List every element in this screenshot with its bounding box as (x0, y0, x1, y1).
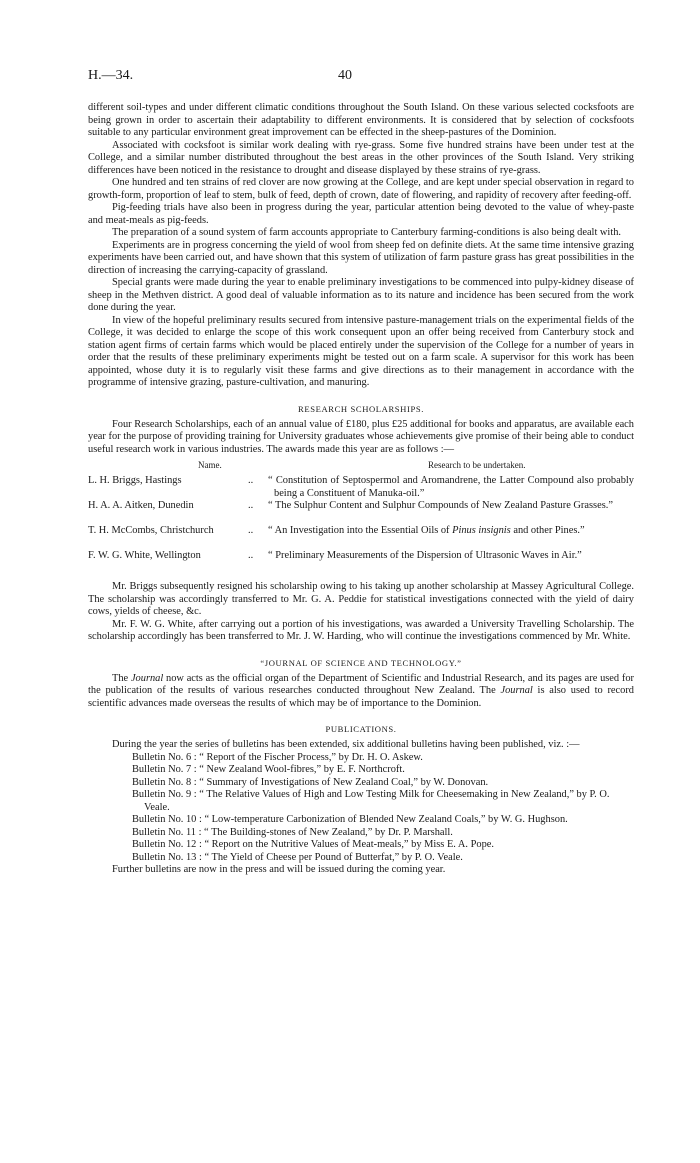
scholar-name: F. W. G. White, Wellington (88, 550, 201, 561)
bulletin-item: Bulletin No. 12 : “ Report on the Nutritive Values of Meat-meals,” by Miss E. A. Pope. (132, 839, 494, 850)
paragraph-publications-intro: During the year the series of bulletins has been extended, six additional bulletins having been published, viz. :— (112, 739, 580, 750)
paragraph-briggs-transfer: Mr. Briggs subsequently resigned his scholarship owing to his taking up another scholarship at Massey Agricultural College. The scholarship was accordingly transferred to Mr. G. A. Peddie for statistical investigations connected with the yield of dairy cows, yields of cheese, &c. (88, 581, 634, 617)
bulletin-item: Bulletin No. 13 : “ The Yield of Cheese per Pound of Butterfat,” by P. O. Veale. (132, 851, 463, 863)
paragraph-scholarships-intro: Four Research Scholarships, each of an annual value of £180, plus £25 additional for books and apparatus, are available each year for the purpose of providing training for University graduates whose achievements give promise of their being able to conduct useful research work in various industries. The awards made this year are as follows :— (88, 418, 634, 455)
paragraph-rye-grass: Associated with cocksfoot is similar work dealing with rye-grass. Some five hundred strains have been under test at the College, and a similar number distributed throughout the best areas in the other provinces of the South Island. Very striking differences have been noticed in the resistance to drought and disease displayed by these strains of rye-grass. (88, 139, 634, 176)
scholar-name: L. H. Briggs, Hastings (88, 475, 182, 486)
bulletin-list (88, 752, 634, 865)
leader-dots: .. (248, 550, 254, 561)
paragraph-pasture-management: In view of the hopeful preliminary results secured from intensive pasture-management trials on the experimental fields of the College, it was decided to enlarge the scope of this work consequent upon an offer being received from Canterbury stock and station agent firms of certain farms which would be placed entirely under the supervision of the College for a number of years in order that the results of these preliminary experiments might be tested out on a farm scale. A supervisor for this work has been appointed, whose duty it is to regularly visit these farms and give directions as to their management in accordance with the programme of intensive grazing, pasture-cultivation, and manuring. (88, 314, 634, 388)
bulletin-item: Bulletin No. 10 : “ Low-temperature Carbonization of Blended New Zealand Coals,” by W. G. Hughson. (132, 814, 568, 825)
page-header (88, 68, 634, 88)
column-header-research: Research to be undertaken. (428, 460, 526, 470)
paragraph-white-transfer: Mr. F. W. G. White, after carrying out a portion of his investigations, was awarded a University Travelling Scholarship. The scholarship accordingly has been transferred to Mr. J. W. Harding, who will continue the investigations commenced by Mr. White. (88, 618, 634, 642)
research-title-part: and other Pines.” (510, 525, 585, 536)
paragraph-wool-experiments: Experiments are in progress concerning the yield of wool from sheep fed on definite diets. At the same time intensive grazing experiments have been carried out, and have shown that this system of utilization of farm pasture grass has great possibilities in the direction of increasing the carrying-capacity of grassland. (88, 239, 634, 276)
journal-title-italic: Journal (500, 685, 533, 696)
document-reference: H.—34. (88, 68, 134, 83)
paragraph-cocksfoot-continued: different soil-types and under different climatic conditions throughout the South Island. On these various selected cocksfoots are being grown in order to ascertain their adaptability to different environments. It is considered that by selection of cocksfoots suitable to any particular environment great improvement can be effected in the sheep-pastures of the Dominion. (88, 102, 634, 138)
research-title-species: Pinus insignis (452, 525, 511, 536)
paragraph-further-bulletins: Further bulletins are now in the press and will be issued during the coming year. (112, 864, 446, 875)
scholar-name: T. H. McCombs, Christchurch (88, 525, 214, 536)
research-title (268, 525, 634, 538)
scholarship-row (88, 550, 634, 575)
scholarship-row (88, 525, 634, 550)
bulletin-item: Bulletin No. 7 : “ New Zealand Wool-fibres,” by E. F. Northcroft. (132, 764, 405, 775)
paragraph-farm-accounts: The preparation of a sound system of farm accounts appropriate to Canterbury farming-conditions is also being dealt with. (112, 227, 621, 238)
scholarship-row (88, 475, 634, 500)
section-heading-research-scholarships: RESEARCH SCHOLARSHIPS. (298, 403, 424, 414)
scholarship-row (88, 500, 634, 525)
bulletin-item: Bulletin No. 11 : “ The Building-stones of New Zealand,” by Dr. P. Marshall. (132, 826, 453, 838)
journal-text-part: The (112, 672, 131, 684)
journal-text-part: now acts as the official organ of the Department of Scientific and Industrial Research, and its pages are used for the publication of the results of various researches conducted throughout New Zealand. The (88, 672, 634, 696)
section-heading-journal: “JOURNAL OF SCIENCE AND TECHNOLOGY.” (260, 657, 462, 668)
page-number: 40 (338, 68, 352, 83)
paragraph-journal (88, 673, 634, 711)
leader-dots: .. (248, 475, 254, 486)
journal-text-part: is also used to record scientific advances made overseas the results of which may be of importance to the Dominion. (88, 685, 634, 709)
research-title: “ The Sulphur Content and Sulphur Compounds of New Zealand Pasture Grasses.” (268, 500, 613, 511)
scholar-name: H. A. A. Aitken, Dunedin (88, 500, 194, 511)
leader-dots: .. (248, 500, 254, 511)
document-page (88, 68, 634, 877)
bulletin-item: Bulletin No. 9 : “ The Relative Values of High and Low Testing Milk for Cheesemaking in New Zealand,” by P. O. Veale. (132, 789, 610, 813)
research-title: “ Constitution of Septospermol and Aromandrene, the Latter Compound also probably being a Constituent of Manuka-oil.” (268, 475, 634, 499)
journal-title-italic: Journal (130, 672, 164, 684)
column-header-name: Name. (198, 460, 222, 470)
research-title: “ Preliminary Measurements of the Dispersion of Ultrasonic Waves in Air.” (268, 550, 582, 561)
paragraph-pig-feeding: Pig-feeding trials have also been in progress during the year, particular attention being devoted to the value of whey-paste and meat-meals as pig-feeds. (88, 202, 634, 226)
leader-dots: .. (248, 525, 254, 536)
paragraph-red-clover: One hundred and ten strains of red clover are now growing at the College, and are kept under special observation in regard to growth-form, proportion of leaf to stem, bulk of feed, depth of crown, date of flowering, and rapidity of recovery after feeding-off. (88, 177, 634, 201)
scholarship-table-header (88, 460, 634, 475)
research-title-part: “ An Investigation into the Essential Oils of (268, 525, 453, 536)
bulletin-item: Bulletin No. 8 : “ Summary of Investigations of New Zealand Coal,” by W. Donovan. (132, 776, 489, 788)
section-heading-publications: PUBLICATIONS. (325, 724, 397, 734)
paragraph-pulpy-kidney: Special grants were made during the year to enable preliminary investigations to be commenced into pulpy-kidney disease of sheep in the Methven district. A good deal of valuable information as to its nature and incidence has been secured from the work done during the year. (88, 277, 634, 313)
bulletin-item: Bulletin No. 6 : “ Report of the Fischer Process,” by Dr. H. O. Askew. (132, 751, 423, 763)
